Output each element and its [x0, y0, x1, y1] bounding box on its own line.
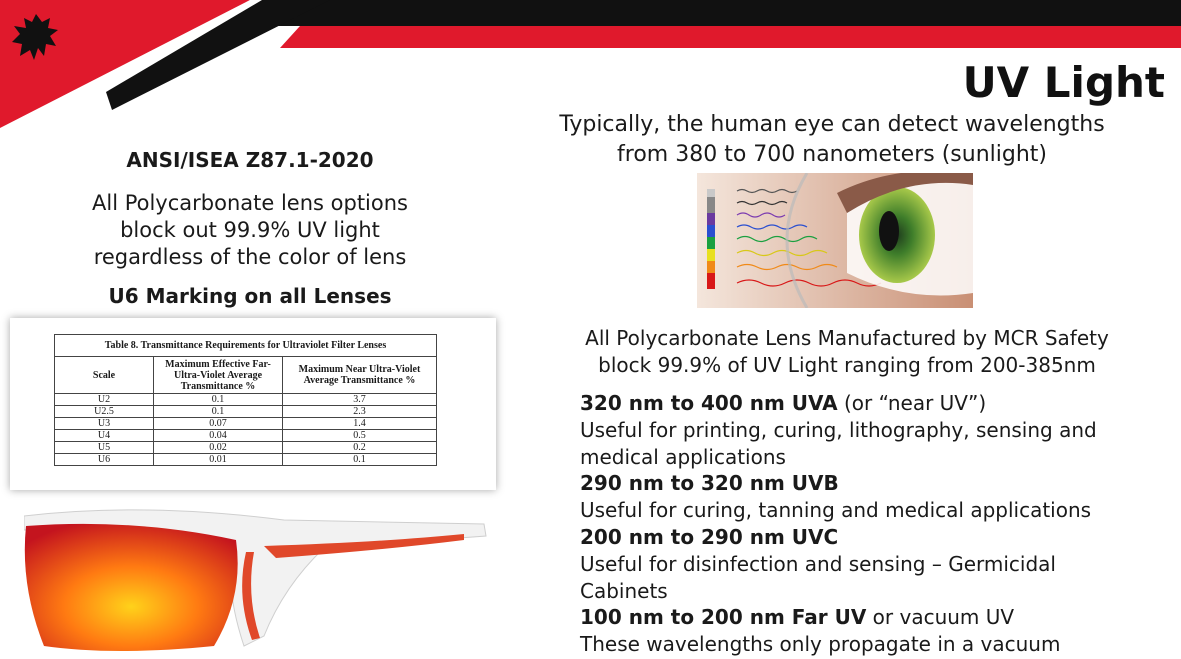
table-cell: U5	[55, 442, 154, 454]
table-cell: U2	[55, 394, 154, 406]
mcr-line: block 99.9% of UV Light ranging from 200-385nm	[598, 353, 1096, 377]
table-row	[55, 394, 437, 406]
table-cell: 0.1	[283, 454, 437, 466]
band-range: 200 nm to 290 nm UVC	[580, 524, 839, 549]
table-cell: U6	[55, 454, 154, 466]
transmittance-table-card	[10, 318, 496, 490]
column-header: Scale	[55, 357, 154, 394]
band-range: 320 nm to 400 nm UVA	[580, 391, 838, 415]
band-heading	[580, 524, 1170, 551]
band-note: (or “near UV”)	[837, 391, 987, 415]
table-cell: 1.4	[283, 418, 437, 430]
table-row	[55, 442, 437, 454]
polycarbonate-line: All Polycarbonate lens options	[92, 191, 408, 215]
band-description: Useful for disinfection and sensing – Germicidal	[580, 551, 1056, 576]
intro-line: Typically, the human eye can detect wavelengths	[559, 112, 1105, 137]
intro-line: from 380 to 700 nanometers (sunlight)	[617, 142, 1047, 167]
mcr-block-statement	[560, 325, 1134, 379]
dragon-logo-icon	[6, 8, 66, 68]
table-row	[55, 418, 437, 430]
table-cell: U3	[55, 418, 154, 430]
polycarbonate-line: block out 99.9% UV light	[120, 218, 380, 242]
uv-band-list	[580, 390, 1170, 658]
table-cell: 0.02	[154, 442, 283, 454]
mcr-line: All Polycarbonate Lens Manufactured by MCR Safety	[585, 326, 1109, 350]
page-title: UV Light	[962, 58, 1165, 107]
column-header: Maximum Effective Far-Ultra-Violet Average Transmittance %	[154, 357, 283, 394]
table-cell: 0.5	[283, 430, 437, 442]
band-description: Cabinets	[580, 578, 668, 603]
band-description: Useful for curing, tanning and medical applications	[580, 498, 1092, 523]
band-description: medical applications	[580, 444, 786, 469]
table-cell: 3.7	[283, 394, 437, 406]
polycarbonate-statement	[20, 190, 480, 271]
standard-heading: ANSI/ISEA Z87.1-2020	[126, 148, 374, 172]
band-heading	[580, 470, 1170, 497]
table-row	[55, 430, 437, 442]
eye-spectrum-image	[697, 173, 973, 308]
table-caption: Table 8. Transmittance Requirements for Ultraviolet Filter Lenses	[54, 334, 437, 356]
safety-glasses-image	[24, 506, 492, 656]
band-range: 100 nm to 200 nm Far UV	[580, 605, 867, 630]
table-cell: 0.1	[154, 406, 283, 418]
table-cell: 0.04	[154, 430, 283, 442]
table-cell: U2.5	[55, 406, 154, 418]
band-heading	[580, 390, 1170, 417]
band-note: or vacuum UV	[866, 605, 1015, 630]
table-cell: U4	[55, 430, 154, 442]
u6-marking-heading: U6 Marking on all Lenses	[108, 284, 392, 308]
table-cell: 0.2	[283, 442, 437, 454]
table-header-row	[55, 357, 437, 394]
table-row	[55, 406, 437, 418]
polycarbonate-line: regardless of the color of lens	[93, 245, 407, 269]
transmittance-table	[54, 334, 437, 466]
table-cell: 0.1	[154, 394, 283, 406]
column-header: Maximum Near Ultra-Violet Average Transmittance %	[283, 357, 437, 394]
eye-range-intro	[540, 110, 1124, 170]
band-heading	[580, 604, 1170, 631]
table-cell: 0.07	[154, 418, 283, 430]
band-range: 290 nm to 320 nm UVB	[580, 471, 839, 496]
table-cell: 0.01	[154, 454, 283, 466]
band-description: These wavelengths only propagate in a vacuum	[580, 632, 1061, 657]
band-description: Useful for printing, curing, lithography, sensing and	[580, 417, 1097, 442]
table-row	[55, 454, 437, 466]
table-cell: 2.3	[283, 406, 437, 418]
